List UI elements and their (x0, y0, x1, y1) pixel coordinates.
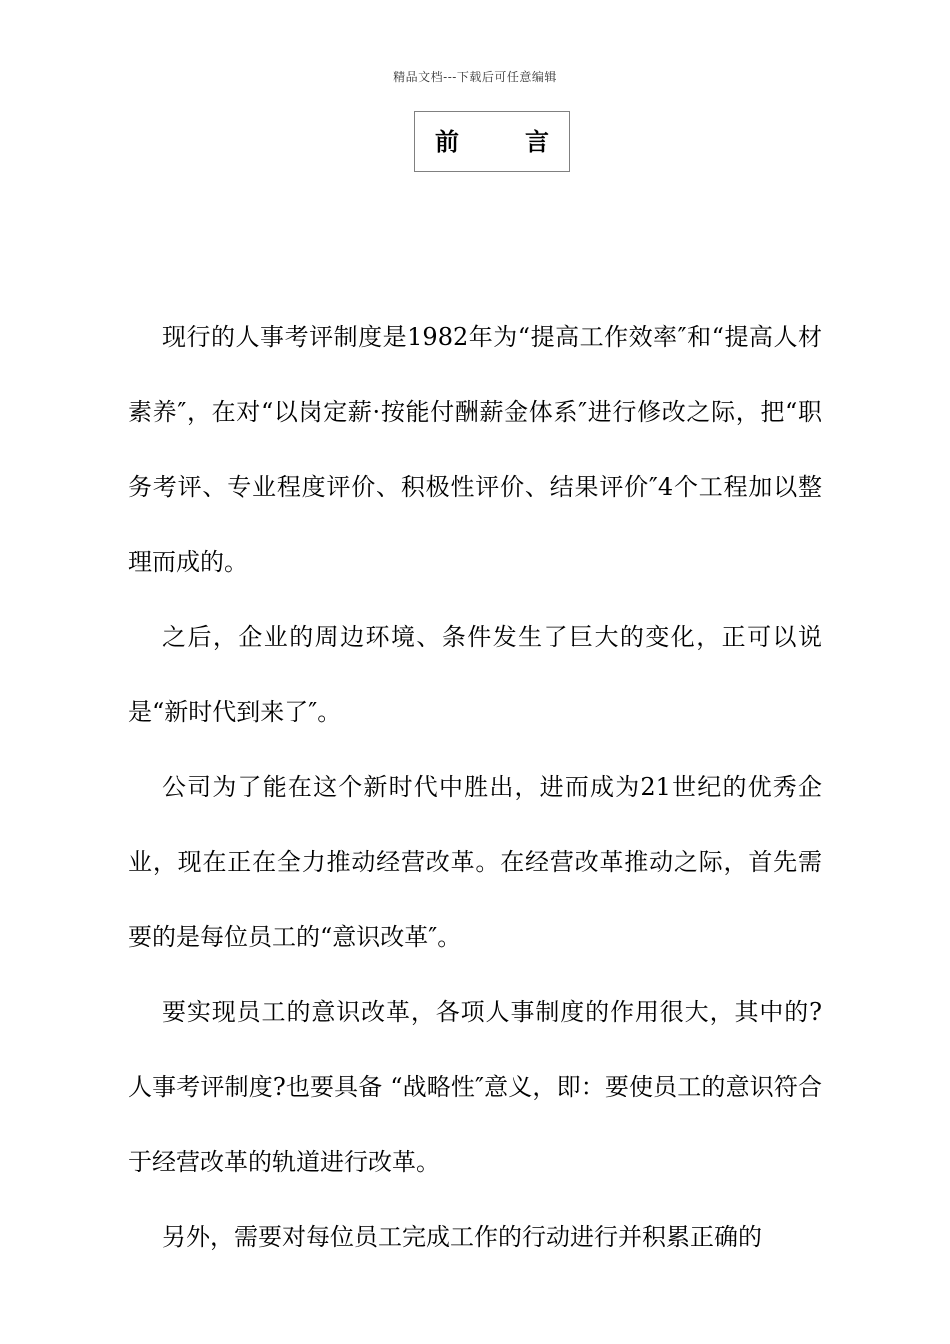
title-char-yan: 言 (525, 127, 549, 156)
title-box (414, 111, 570, 172)
document-header-note: 精品文档---下载后可任意编辑 (393, 70, 557, 84)
paragraph-4: 要实现员工的意识改革，各项人事制度的作用很大，其中的?人事考评制度?也要具备 “战略性″意义，即：要使员工的意识符合于经营改革的轨道进行改革。 (128, 998, 822, 1176)
paragraph-5: 另外，需要对每位员工完成工作的行动进行并积累正确的 (162, 1223, 762, 1251)
document-body (128, 300, 822, 1275)
paragraph-1: 现行的人事考评制度是1982年为“提高工作效率″和“提高人材素养″，在对“以岗定薪·按能付酬薪金体系″进行修改之际，把“职务考评、专业程度评价、积极性评价、结果评价″4个工程加以整理而成的。 (128, 323, 822, 576)
paragraph-2: 之后，企业的周边环境、条件发生了巨大的变化，正可以说是“新时代到来了″。 (128, 623, 822, 726)
title-char-qian: 前 (435, 127, 459, 156)
paragraph-3: 公司为了能在这个新时代中胜出，进而成为21世纪的优秀企业，现在正在全力推动经营改革。在经营改革推动之际，首先需要的是每位员工的“意识改革″。 (128, 773, 822, 951)
